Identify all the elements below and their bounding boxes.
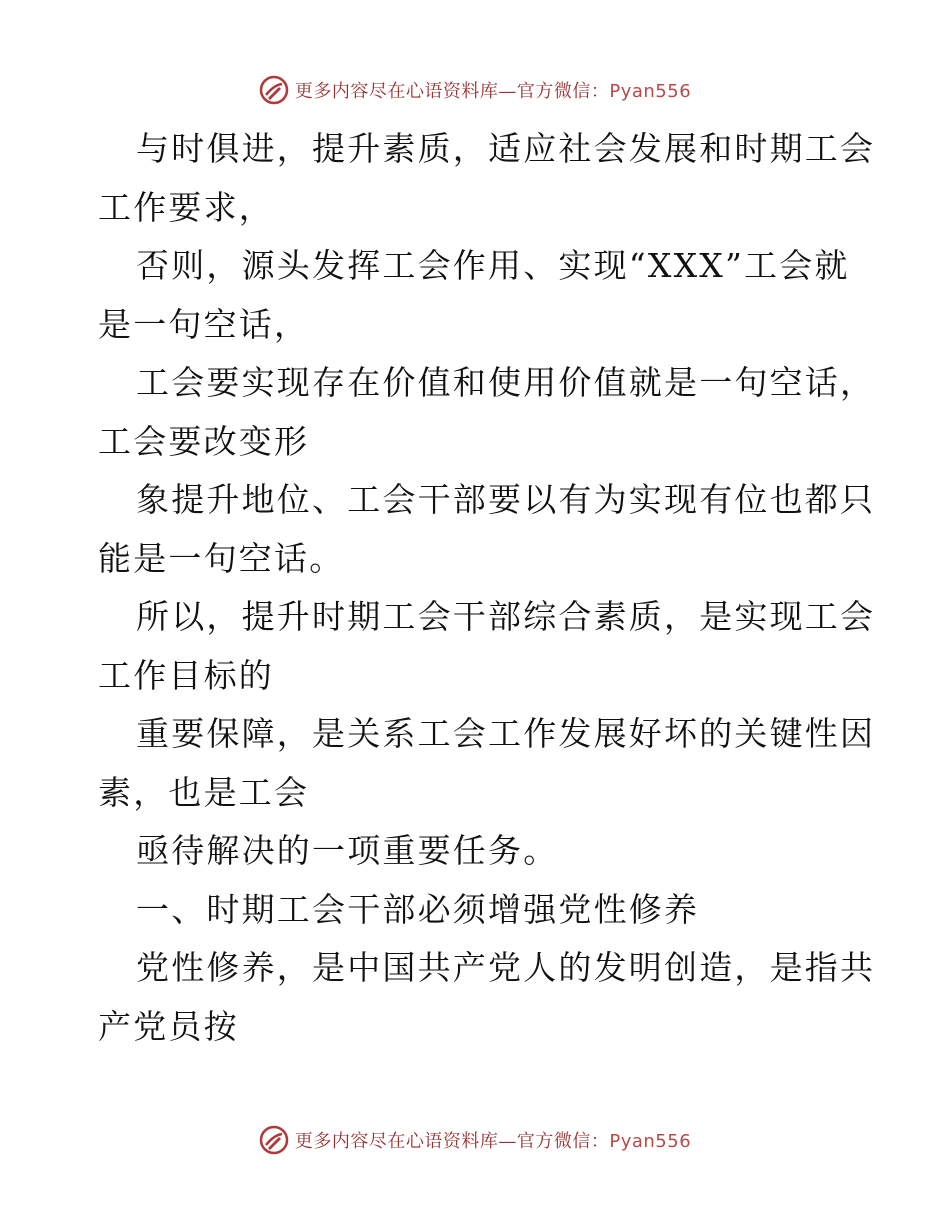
body-line: 所以，提升时期工会干部综合素质，是实现工会 [136,597,876,636]
body-line: 工作要求， [98,187,274,227]
header-banner [0,70,950,110]
body-line: 否则，源头发挥工会作用、实现“XXX”工会就 [136,246,850,285]
book-pen-logo-icon [259,1125,289,1155]
body-line: 与时俱进，提升素质，适应社会发展和时期工会 [136,129,876,168]
header-text: 更多内容尽在心语资料库—官方微信：Pyan556 [294,81,692,102]
body-line: 工会要改变形 [98,421,310,461]
body-line: 能是一句空话。 [98,538,345,578]
body-line: 党性修养，是中国共产党人的发明创造，是指共 [136,948,876,987]
body-line: 象提升地位、工会干部要以有为实现有位也都只 [136,480,876,519]
footer-banner [0,1120,950,1160]
body-line: 重要保障，是关系工会工作发展好坏的关键性因 [136,714,876,753]
body-line: 工作目标的 [98,655,274,695]
body-line: 产党员按 [98,1006,239,1046]
footer-text: 更多内容尽在心语资料库—官方微信：Pyan556 [294,1131,692,1152]
body-line: 亟待解决的一项重要任务。 [136,831,559,870]
body-line: 工会要实现存在价值和使用价值就是一句空话， [136,363,876,402]
book-pen-logo-icon [259,75,289,105]
document-body [98,120,878,1056]
body-line: 是一句空话， [98,304,310,344]
body-line: 素，也是工会 [98,772,310,812]
section-heading: 一、时期工会干部必须增强党性修养 [136,889,700,929]
